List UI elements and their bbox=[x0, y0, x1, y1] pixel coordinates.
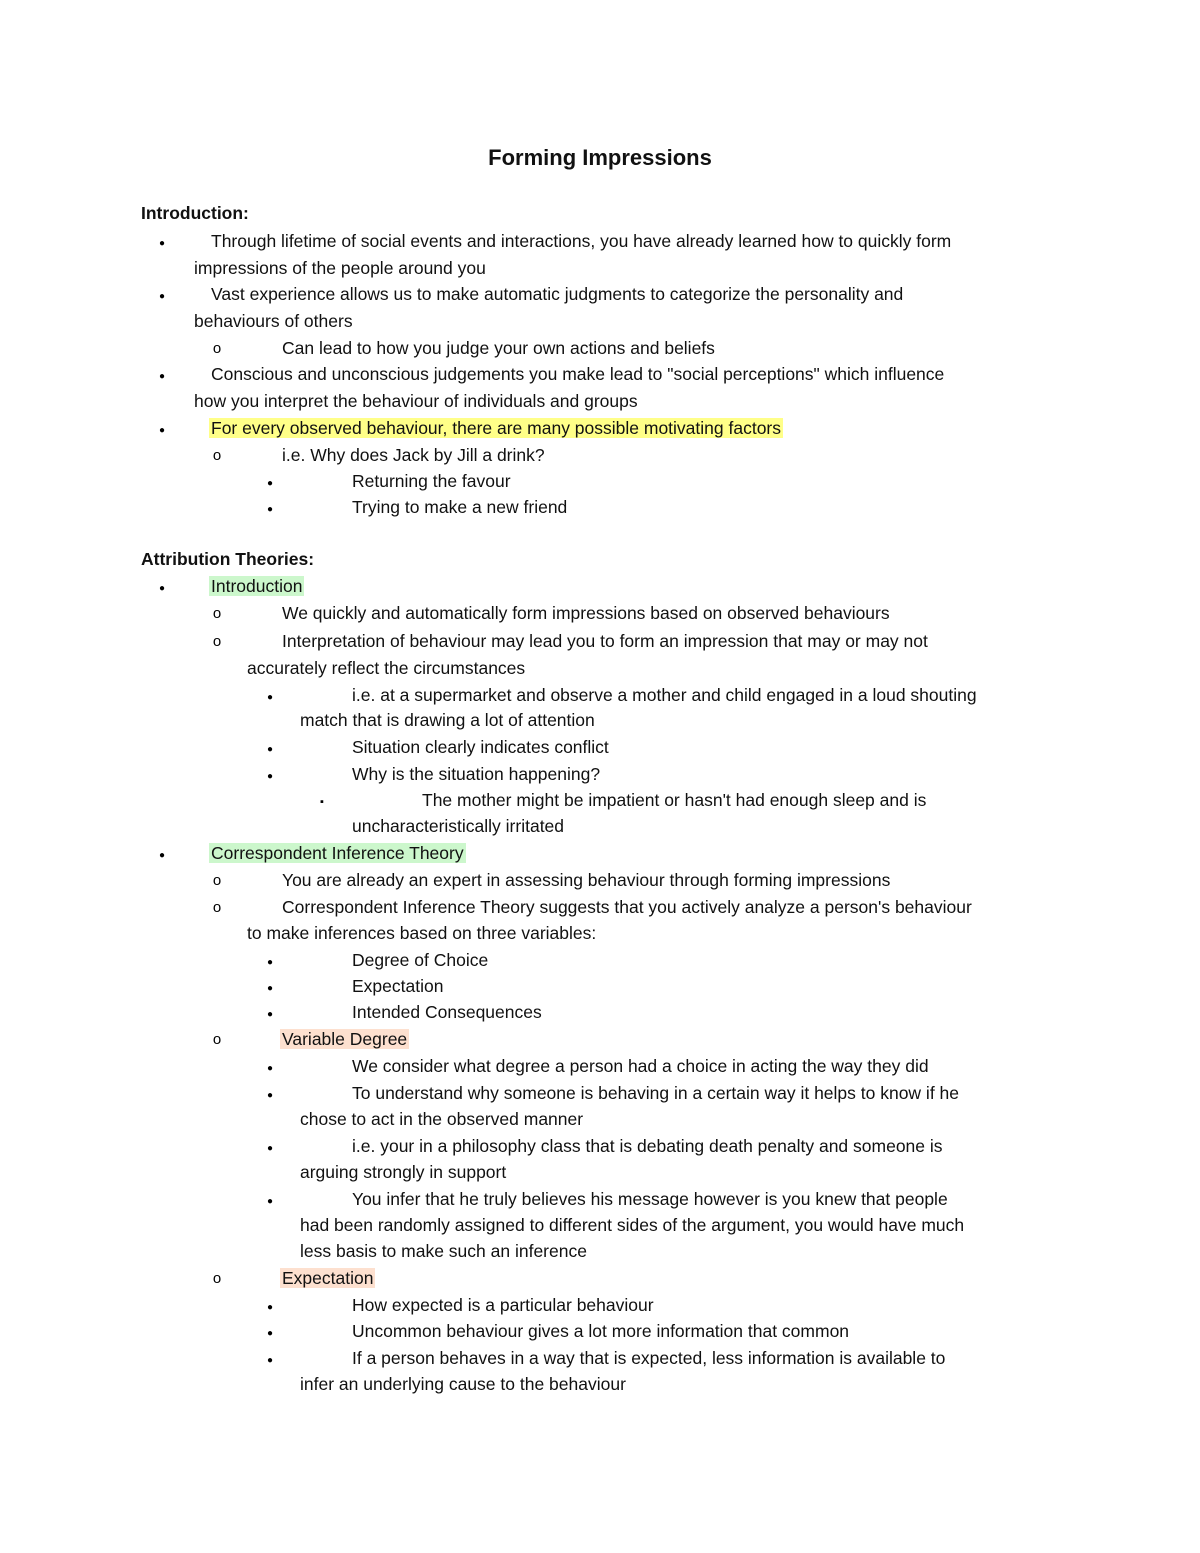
bullet-disc-icon bbox=[265, 1057, 275, 1073]
list-item-text-continued: less basis to make such an inference bbox=[300, 1241, 587, 1261]
highlight-peach: Expectation bbox=[282, 1268, 374, 1288]
bullet-circle-icon bbox=[212, 632, 222, 648]
list-item-text: Through lifetime of social events and interactions, you have already learned how to quickly form bbox=[211, 231, 952, 251]
bullet-circle-icon bbox=[212, 339, 222, 355]
highlight-green: Correspondent Inference Theory bbox=[211, 843, 464, 863]
highlight-peach: Variable Degree bbox=[282, 1029, 408, 1049]
list-item-text-continued: chose to act in the observed manner bbox=[300, 1109, 584, 1129]
bullet-disc-icon bbox=[265, 765, 275, 781]
list-item-text-highlighted bbox=[209, 415, 783, 442]
list-item-text: The mother might be impatient or hasn't had enough sleep and is bbox=[422, 790, 927, 810]
list-item-text-highlighted bbox=[209, 840, 466, 867]
list-item-text-continued: how you interpret the behaviour of individuals and groups bbox=[194, 391, 638, 411]
list-item-text: You infer that he truly believes his message however is you knew that people bbox=[352, 1189, 948, 1209]
list-item-text-continued: had been randomly assigned to different sides of the argument, you would have much bbox=[300, 1215, 965, 1235]
bullet-circle-icon bbox=[212, 604, 222, 620]
list-item-text: Can lead to how you judge your own actions and beliefs bbox=[282, 338, 715, 358]
list-item-text-continued: uncharacteristically irritated bbox=[352, 816, 565, 836]
list-item-text: You are already an expert in assessing behaviour through forming impressions bbox=[282, 870, 891, 890]
list-item-text-continued: arguing strongly in support bbox=[300, 1162, 507, 1182]
list-item-text-continued: accurately reflect the circumstances bbox=[247, 658, 526, 678]
list-item-text: Returning the favour bbox=[352, 471, 511, 491]
bullet-square-icon bbox=[317, 791, 327, 807]
list-item-text: Conscious and unconscious judgements you make lead to "social perceptions" which influence bbox=[211, 364, 945, 384]
bullet-circle-icon bbox=[212, 898, 222, 914]
bullet-circle-icon bbox=[212, 1030, 222, 1046]
bullet-disc-icon bbox=[157, 577, 167, 593]
bullet-disc-icon bbox=[157, 844, 167, 860]
list-item-text-highlighted bbox=[280, 1026, 409, 1053]
bullet-disc-icon bbox=[265, 1190, 275, 1206]
list-item-text-continued: infer an underlying cause to the behaviour bbox=[300, 1374, 626, 1394]
section-heading-attribution-theories: Attribution Theories: bbox=[141, 549, 315, 569]
list-item-text: Interpretation of behaviour may lead you to form an impression that may or may not bbox=[282, 631, 928, 651]
list-item-text-highlighted bbox=[280, 1265, 375, 1292]
list-item-text: i.e. your in a philosophy class that is debating death penalty and someone is bbox=[352, 1136, 943, 1156]
bullet-circle-icon bbox=[212, 1269, 222, 1285]
list-item-text-continued: to make inferences based on three variables: bbox=[247, 923, 597, 943]
bullet-disc-icon bbox=[265, 1296, 275, 1312]
bullet-disc-icon bbox=[265, 951, 275, 967]
highlight-green: Introduction bbox=[211, 576, 303, 596]
list-item-text: Degree of Choice bbox=[352, 950, 489, 970]
bullet-disc-icon bbox=[157, 285, 167, 301]
list-item-text: Uncommon behaviour gives a lot more information that common bbox=[352, 1321, 850, 1341]
list-item-text: Why is the situation happening? bbox=[352, 764, 601, 784]
list-item-text: Situation clearly indicates conflict bbox=[352, 737, 609, 757]
bullet-disc-icon bbox=[265, 1349, 275, 1365]
document-title: Forming Impressions bbox=[488, 145, 712, 170]
list-item-text-continued: match that is drawing a lot of attention bbox=[300, 710, 595, 730]
list-item-text: If a person behaves in a way that is expected, less information is available to bbox=[352, 1348, 946, 1368]
bullet-disc-icon bbox=[265, 686, 275, 702]
bullet-disc-icon bbox=[157, 419, 167, 435]
list-item-text: How expected is a particular behaviour bbox=[352, 1295, 654, 1315]
bullet-disc-icon bbox=[265, 498, 275, 514]
bullet-disc-icon bbox=[265, 1003, 275, 1019]
bullet-disc-icon bbox=[265, 1322, 275, 1338]
list-item-text: To understand why someone is behaving in a certain way it helps to know if he bbox=[352, 1083, 960, 1103]
bullet-circle-icon bbox=[212, 446, 222, 462]
list-item-text: Expectation bbox=[352, 976, 444, 996]
section-heading-introduction: Introduction: bbox=[141, 203, 249, 223]
bullet-disc-icon bbox=[265, 977, 275, 993]
list-item-text: i.e. at a supermarket and observe a mother and child engaged in a loud shouting bbox=[352, 685, 977, 705]
bullet-disc-icon bbox=[265, 738, 275, 754]
bullet-disc-icon bbox=[157, 232, 167, 248]
list-item-text: Intended Consequences bbox=[352, 1002, 542, 1022]
bullet-disc-icon bbox=[265, 472, 275, 488]
list-item-text: We quickly and automatically form impressions based on observed behaviours bbox=[282, 603, 890, 623]
list-item-text: Correspondent Inference Theory suggests that you actively analyze a person's behaviour bbox=[282, 897, 972, 917]
list-item-text: Vast experience allows us to make automatic judgments to categorize the personality and bbox=[211, 284, 904, 304]
bullet-disc-icon bbox=[157, 365, 167, 381]
highlight-yellow: For every observed behaviour, there are many possible motivating factors bbox=[211, 418, 782, 438]
bullet-circle-icon bbox=[212, 871, 222, 887]
list-item-text: i.e. Why does Jack by Jill a drink? bbox=[282, 445, 545, 465]
list-item-text: Trying to make a new friend bbox=[352, 497, 568, 517]
list-item-text-continued: impressions of the people around you bbox=[194, 258, 486, 278]
list-item-text: We consider what degree a person had a choice in acting the way they did bbox=[352, 1056, 929, 1076]
bullet-disc-icon bbox=[265, 1137, 275, 1153]
bullet-disc-icon bbox=[265, 1084, 275, 1100]
list-item-text-highlighted bbox=[209, 573, 304, 600]
list-item-text-continued: behaviours of others bbox=[194, 311, 353, 331]
